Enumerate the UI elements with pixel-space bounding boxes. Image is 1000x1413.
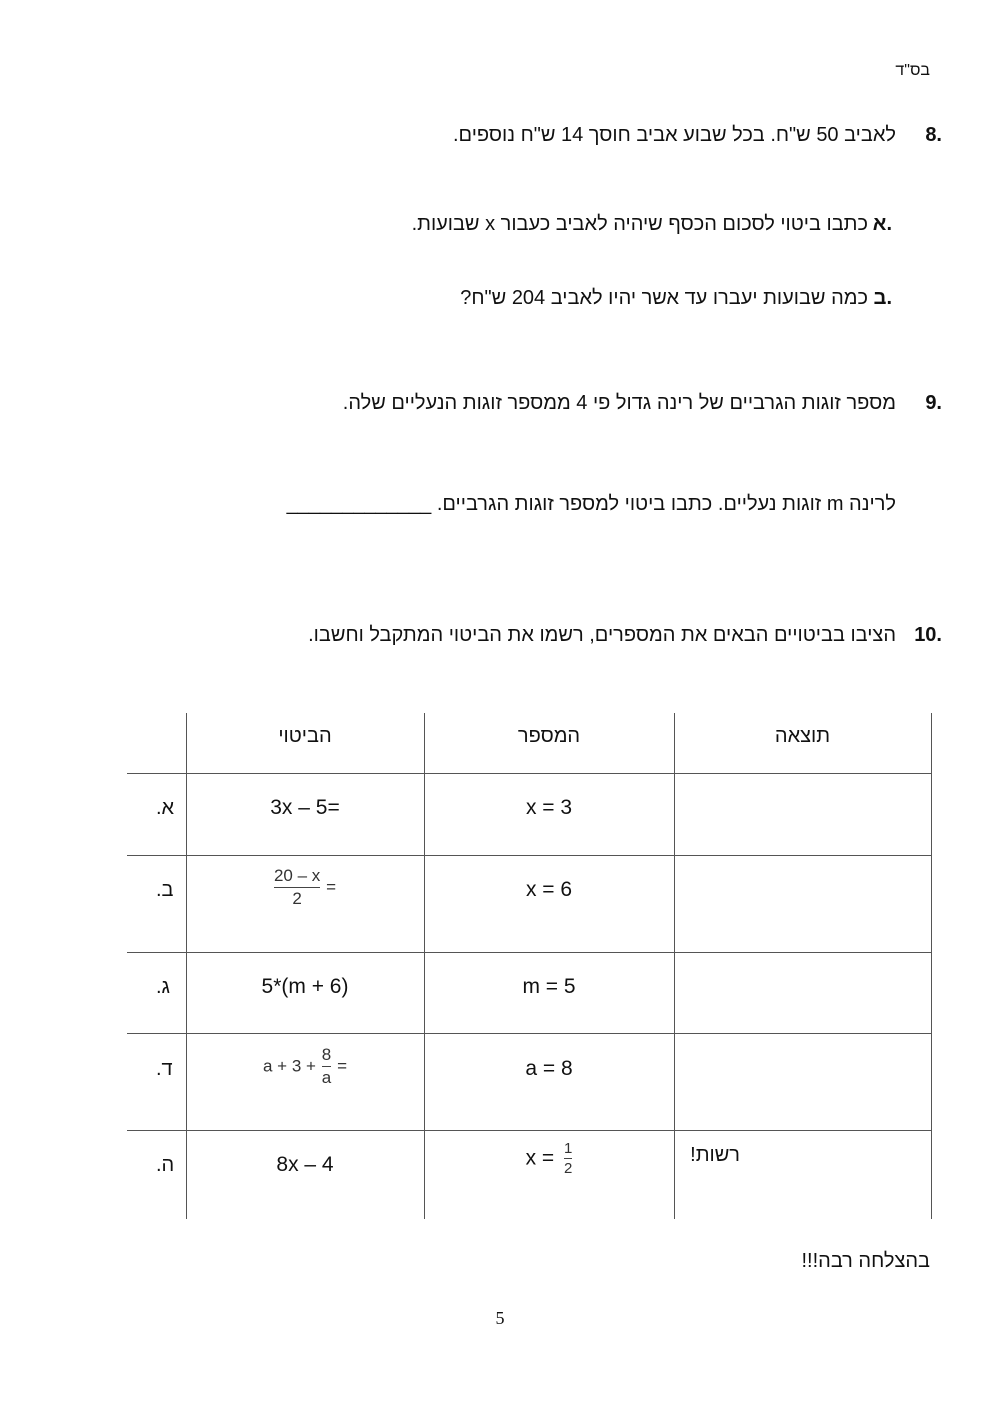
question-9-text: מספר זוגות הגרביים של רינה גדול פי 4 ממספר זוגות הנעליים שלה. <box>342 392 896 414</box>
table-hline <box>127 952 932 953</box>
header-expression: הביטוי <box>278 725 332 747</box>
question-9-subtext: לרינה m זוגות נעליים. כתבו ביטוי למספר זוגות הגרביים. _____________ <box>286 493 896 515</box>
row-number: a = 8 <box>525 1057 573 1080</box>
number-prefix: x = <box>525 1146 555 1170</box>
fraction <box>322 1045 331 1088</box>
question-8a-label: א. <box>872 213 892 235</box>
question-10-number: 10. <box>914 624 942 646</box>
fraction <box>274 866 320 909</box>
row-expression: 5*(m + 6) <box>261 975 349 998</box>
row-number <box>424 1140 674 1177</box>
row-number: x = 3 <box>525 796 573 819</box>
fraction-denominator: 2 <box>564 1160 573 1177</box>
question-8-text: לאביב 50 ש"ח. בכל שבוע אביב חוסך 14 ש"ח נוספים. <box>453 124 896 146</box>
header-result: תוצאה <box>774 725 831 747</box>
question-8a-text: כתבו ביטוי לסכום הכסף שיהיה לאביב כעבור x שבועות. <box>411 213 868 235</box>
row-expression <box>186 866 424 909</box>
row-label: ה. <box>156 1154 175 1176</box>
row-label: ג. <box>156 976 171 998</box>
row-expression: 3x – 5= <box>270 796 340 819</box>
table-vline <box>931 713 932 1219</box>
fraction-numerator: 8 <box>321 1045 332 1064</box>
header-number: המספר <box>517 725 581 747</box>
fraction-denominator: a <box>321 1068 332 1087</box>
row-number: m = 5 <box>522 975 576 998</box>
equals-sign: = <box>337 1056 348 1076</box>
table-hline <box>127 855 932 856</box>
table-hline <box>127 1130 932 1131</box>
row-label: ב. <box>156 879 174 901</box>
row-label: א. <box>156 797 175 819</box>
table-hline <box>127 773 932 774</box>
question-8-number: 8. <box>925 124 942 146</box>
question-8b-text: כמה שבועות יעברו עד אשר יהיו לאביב 204 ש"ח? <box>460 287 868 309</box>
table-vline <box>674 713 675 1219</box>
question-9-number: 9. <box>925 392 942 414</box>
row-expression <box>186 1045 424 1088</box>
question-10-text: הציבו בביטויים הבאים את המספרים, רשמו את הביטוי המתקבל וחשבו. <box>308 624 896 646</box>
fraction-numerator: 20 – x <box>273 866 321 885</box>
fraction-numerator: 1 <box>564 1140 573 1157</box>
row-result-optional: רשות! <box>690 1144 740 1166</box>
fraction-denominator: 2 <box>292 889 302 908</box>
row-expression: 8x – 4 <box>276 1153 334 1176</box>
header-mark: בס"ד <box>895 62 930 79</box>
fraction <box>564 1140 572 1177</box>
row-label: ד. <box>156 1058 173 1080</box>
expression-prefix: a + 3 + <box>262 1056 316 1076</box>
row-number: x = 6 <box>525 878 573 901</box>
equals-sign: = <box>326 877 337 897</box>
table-hline <box>127 1033 932 1034</box>
question-8b-label: ב. <box>873 287 892 309</box>
good-luck-text: בהצלחה רבה!!! <box>801 1250 930 1272</box>
table-vline <box>186 713 187 1219</box>
page-number: 5 <box>495 1308 505 1328</box>
